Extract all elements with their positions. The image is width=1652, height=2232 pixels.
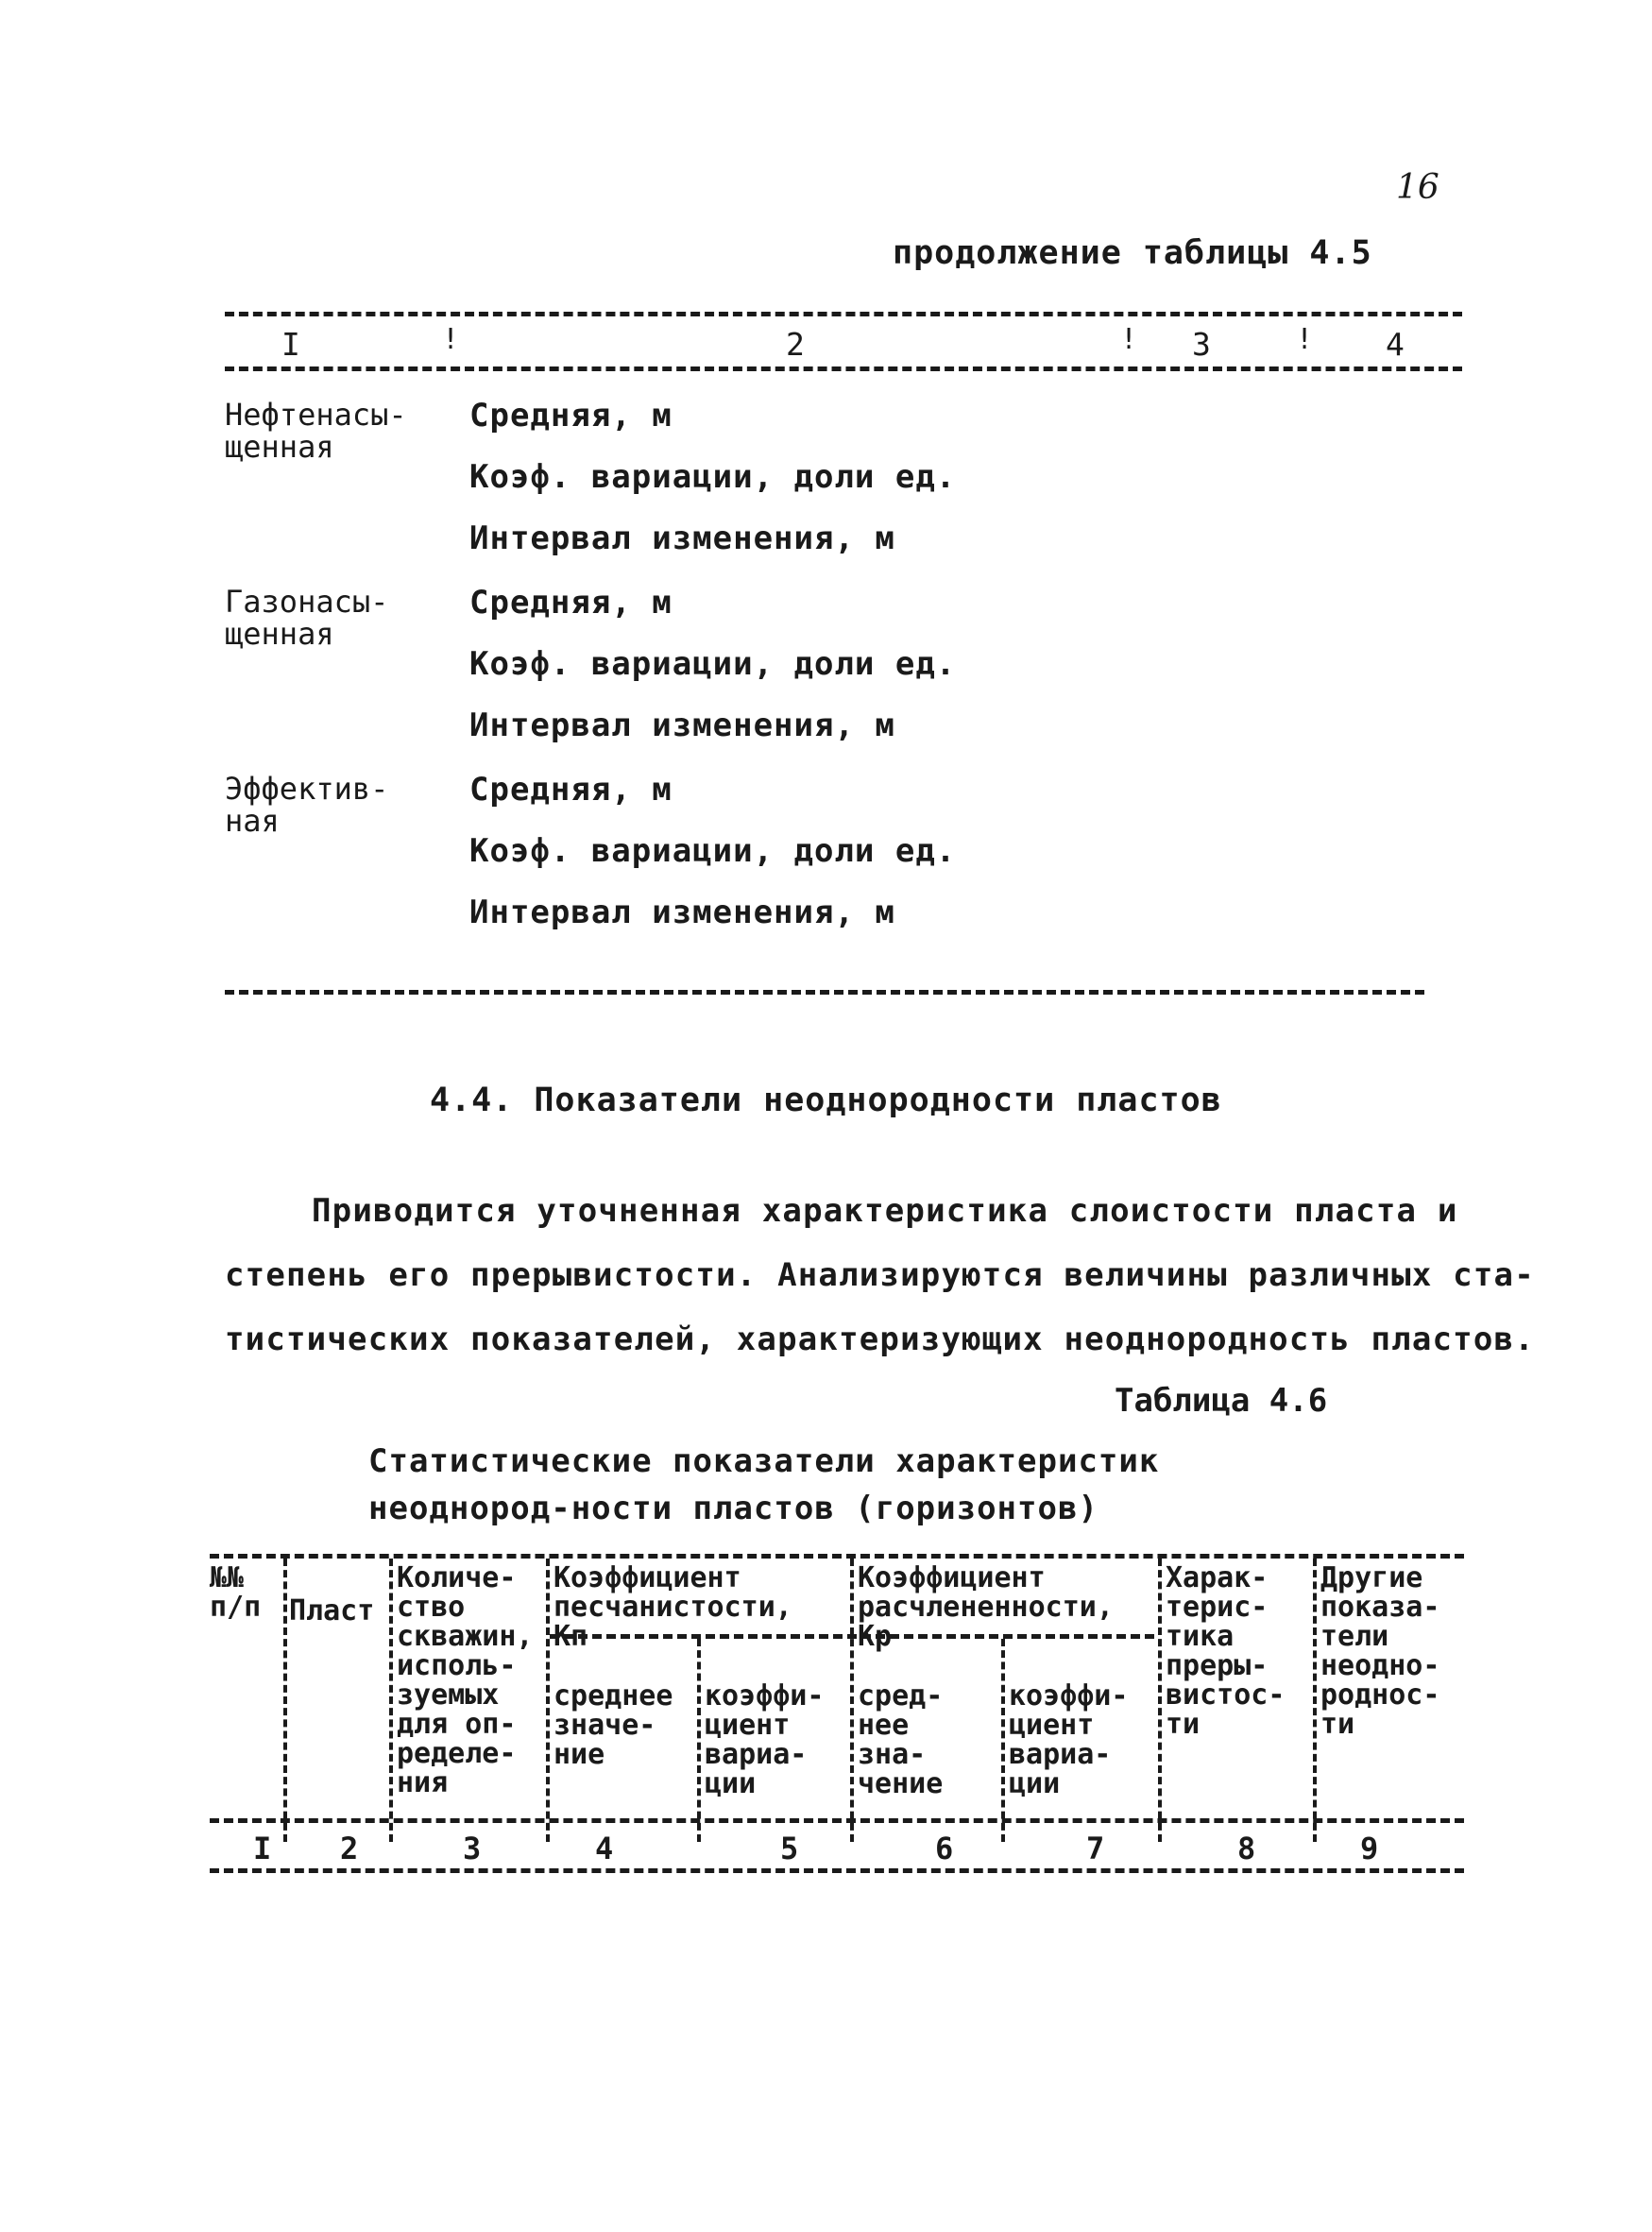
table46-col-number: I (253, 1831, 272, 1866)
group-item: Средняя, м (469, 397, 673, 434)
table45-col-number: 4 (1386, 326, 1405, 363)
table46-col-separator (1158, 1559, 1162, 1842)
group-item: Интервал изменения, м (469, 707, 895, 744)
table45-header-rule (225, 366, 1462, 371)
table46-number-rule (210, 1868, 1464, 1873)
table46-col-number: 7 (1086, 1831, 1105, 1866)
group-label: Нефтенасы- щенная (225, 397, 407, 465)
header-sand-coefficient: Коэффициент песчанистости, Kп (554, 1561, 792, 1653)
table-label: Таблица 4.6 (1115, 1382, 1328, 1420)
table45-col-separator: ! (1296, 323, 1314, 356)
table46-col-separator (283, 1559, 287, 1842)
table45-col-number: 3 (1192, 326, 1211, 363)
paragraph-line: Приводится уточненная характеристика слоистости пласта и (312, 1192, 1458, 1230)
table45-top-rule (225, 312, 1462, 316)
group-item: Коэф. вариации, доли ед. (469, 458, 957, 496)
header-other-indicators: Другие показа- тели неодно- роднос- ти (1320, 1561, 1440, 1741)
table46-top-rule (210, 1554, 1464, 1559)
header-sand-variation: коэффи- циент вариа- ции (705, 1679, 825, 1800)
group-item: Коэф. вариации, доли ед. (469, 832, 957, 870)
group-item: Коэф. вариации, доли ед. (469, 645, 957, 683)
header-well-count: Количе- ство скважин, исполь- зуемых для оп- ределе- ния (397, 1561, 534, 1799)
table46-col-number: 5 (780, 1831, 799, 1866)
continuation-title: продолжение таблицы 4.5 (893, 234, 1372, 272)
table46-col-separator (546, 1559, 550, 1842)
header-discontinuity: Харак- терис- тика преры- вистос- ти (1166, 1561, 1286, 1741)
table-caption: Статистические показатели характеристик неоднород-ности пластов (горизонтов) (368, 1442, 1160, 1527)
table46-col-number: 6 (935, 1831, 954, 1866)
section-heading: 4.4. Показатели неоднородности пластов (430, 1082, 1222, 1119)
table45-col-separator: ! (1120, 323, 1138, 356)
header-sand-mean: среднее значе- ние (554, 1679, 673, 1771)
header-dissection-mean: сред- нее зна- чение (858, 1679, 944, 1800)
paragraph-line: тистических показателей, характеризующих неоднородность пластов. (225, 1320, 1535, 1358)
table46-col-number: 4 (595, 1831, 614, 1866)
table46-col-separator (850, 1559, 854, 1842)
table45-bottom-rule (225, 990, 1424, 995)
table46-col-separator (1313, 1559, 1317, 1842)
group-label: Эффектив- ная (225, 771, 389, 839)
header-dissection-coefficient: Коэффициент расчлененности, Kр (858, 1561, 1114, 1653)
table46-col-number: 3 (463, 1831, 482, 1866)
table46-col-separator (697, 1639, 701, 1842)
group-item: Средняя, м (469, 771, 673, 809)
table45-col-number: 2 (786, 326, 805, 363)
table46-col-number: 9 (1360, 1831, 1379, 1866)
group-item: Интервал изменения, м (469, 520, 895, 557)
group-item: Интервал изменения, м (469, 894, 895, 931)
group-label: Газонасы- щенная (225, 584, 389, 652)
paragraph-line: степень его прерывистости. Анализируются величины различных ста- (225, 1256, 1535, 1294)
table46-col-number: 8 (1237, 1831, 1256, 1866)
table45-col-separator: ! (442, 323, 460, 356)
page-number: 16 (1396, 168, 1439, 207)
header-num: №№ п/п (210, 1561, 262, 1624)
table46-col-number: 2 (340, 1831, 359, 1866)
table46-header-rule (210, 1818, 1464, 1823)
header-plast: Пласт (289, 1594, 375, 1627)
table46-col-separator (1001, 1639, 1005, 1842)
table45-col-number: I (281, 326, 300, 363)
table46-col-separator (389, 1559, 393, 1842)
header-dissection-variation: коэффи- циент вариа- ции (1009, 1679, 1129, 1800)
group-item: Средняя, м (469, 584, 673, 622)
